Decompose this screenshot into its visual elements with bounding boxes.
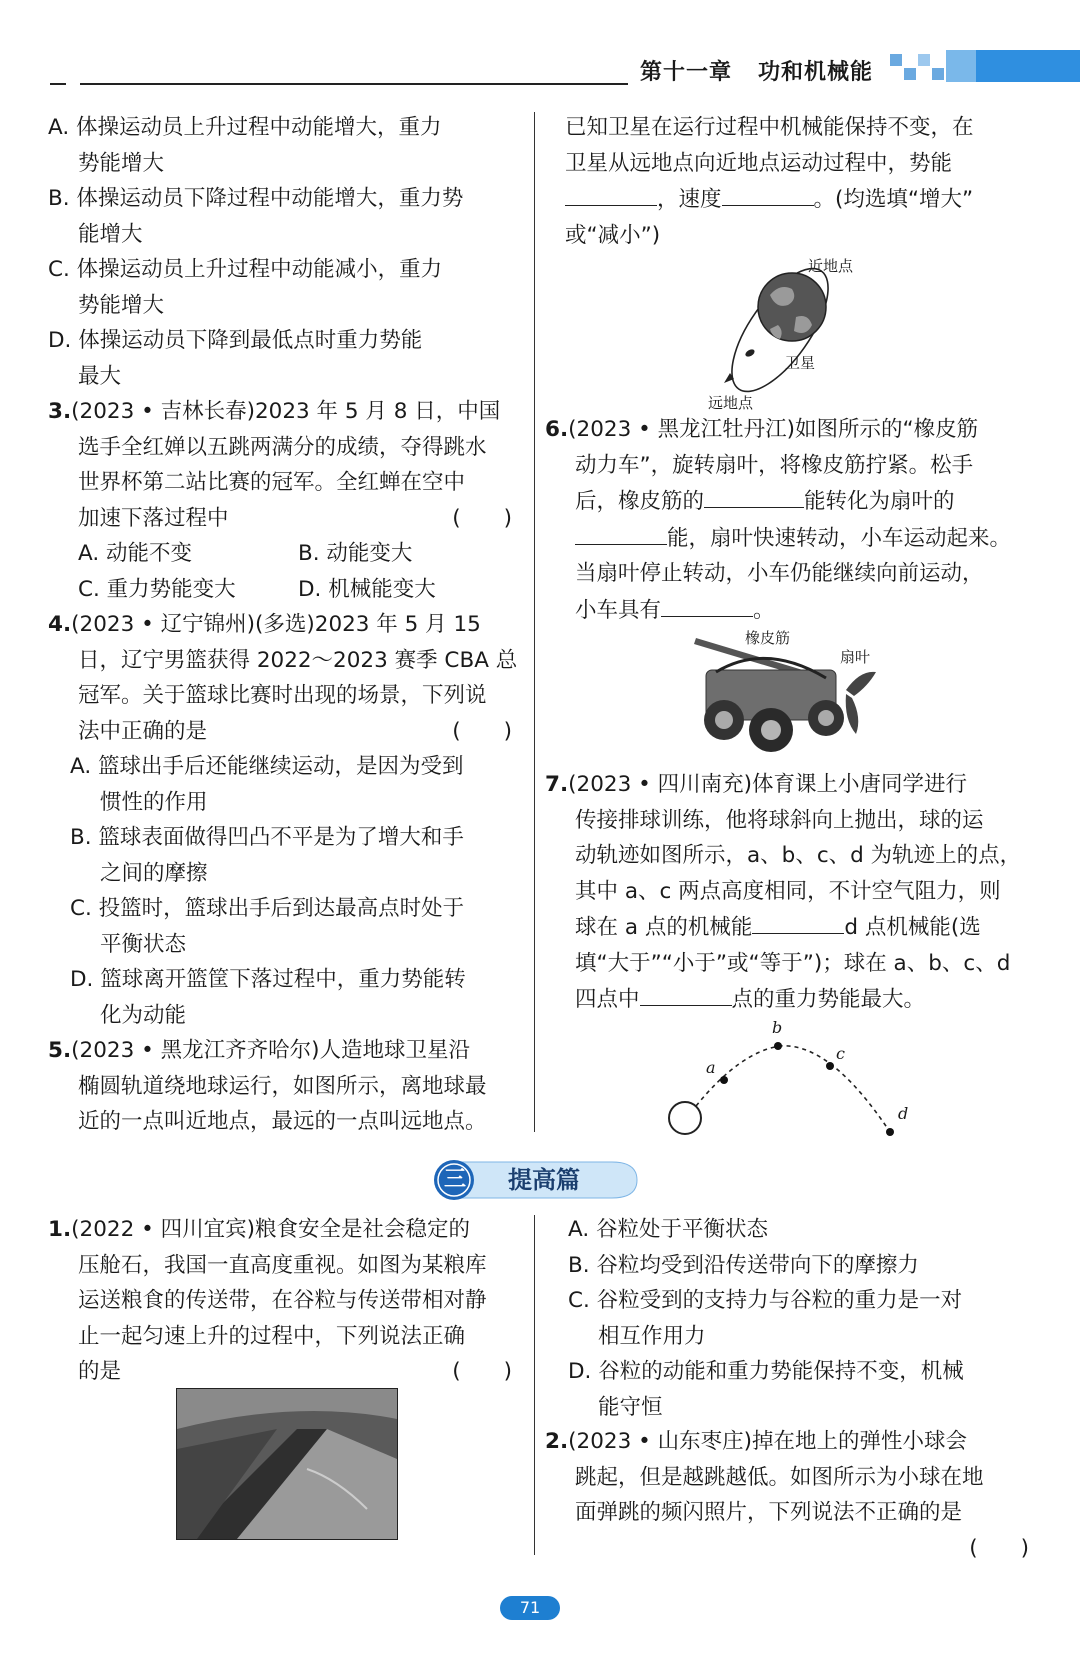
fan-icon [846, 672, 876, 734]
earth-icon [758, 273, 826, 341]
option-line: B. 体操运动员下降过程中动能增大，重力势 [48, 186, 464, 211]
option-line: 势能增大 [78, 292, 165, 318]
q3-options-row-2: C. 重力势能变大 D. 机械能变大 [78, 576, 436, 602]
answer-blank[interactable] [575, 520, 667, 545]
q5-line-2: 椭圆轨道绕地球运行，如图所示，离地球最 [78, 1073, 487, 1099]
option-line: C. 体操运动员上升过程中动能减小，重力 [48, 257, 443, 282]
q6-line-3: 后，橡皮筋的 能转化为扇叶的 [545, 483, 1035, 520]
q5-cont-line-4: 或“减小”) [565, 222, 661, 248]
chapter-title [640, 55, 873, 86]
point-d-label: d [898, 1104, 909, 1123]
section-title: 提高篇 [508, 1166, 580, 1194]
point-a-label: a [706, 1058, 716, 1077]
answer-blank[interactable] [565, 181, 657, 206]
q4-line-4: 法中正确的是 ( ) [78, 718, 512, 744]
apogee-label: 远地点 [708, 394, 754, 412]
s1-line-4: 止一起匀速上升的过程中，下列说法正确 [78, 1323, 466, 1349]
right-column [565, 110, 1035, 253]
q3-options-row-1: A. 动能不变 B. 动能变大 [78, 541, 413, 566]
q6-line-4: 能，扇叶快速转动，小车运动起来。 [545, 520, 1035, 557]
q7-line-6: 填“大于”“小于”或“等于”)；球在 a、b、c、d [575, 950, 1011, 976]
s1-options [568, 1212, 1038, 1425]
q5-line-3: 近的一点叫近地点，最远的一点叫远地点。 [78, 1109, 487, 1134]
s2-line-1: 2.(2023 • 山东枣庄)掉在地上的弹性小球会 [545, 1429, 967, 1454]
q7-line-7: 四点中 点的重力势能最大。 [545, 981, 1035, 1018]
ball-trajectory-figure [660, 1012, 920, 1142]
trajectory-curve [696, 1046, 890, 1132]
s2-paren-line: ( ) [969, 1535, 1029, 1561]
option-line: 势能增大 [78, 150, 165, 176]
q3-line-1: 3.(2023 • 吉林长春)2023 年 5 月 8 日，中国 [48, 399, 501, 424]
q4-options [48, 749, 518, 1033]
q4-option-line: 惯性的作用 [100, 789, 208, 815]
conveyor-photo [176, 1388, 398, 1540]
q7-line-5: 球在 a 点的机械能 d 点机械能(选 [545, 909, 1035, 946]
point-c-label: c [836, 1044, 845, 1063]
q3-line-3: 世界杯第二站比赛的冠军。全红蝉在空中 [78, 470, 466, 495]
q7-line-1: 7.(2023 • 四川南充)体育课上小唐同学进行 [545, 772, 967, 797]
satellite-icon [744, 348, 756, 358]
q4-option-line: A. 篮球出手后还能继续运动，是因为受到 [70, 754, 464, 779]
q7-line-4: 其中 a、c 两点高度相同，不计空气阻力，则 [575, 878, 1001, 904]
s1-line-3: 运送粮食的传送带，在谷粒与传送带相对静 [78, 1288, 487, 1313]
option-line: 最大 [78, 363, 122, 389]
answer-blank[interactable] [704, 483, 804, 508]
s1-option-line: B. 谷粒均受到沿传送带向下的摩擦力 [568, 1252, 919, 1278]
q7-block [545, 767, 1035, 1018]
q6-line-1: 6.(2023 • 黑龙江牡丹江)如图所示的“橡皮筋 [545, 417, 979, 442]
s2-line-3: 面弹跳的频闪照片，下列说法不正确的是 [575, 1500, 963, 1525]
q3-line-4: 加速下落过程中 ( ) [78, 505, 512, 531]
option-line: A. 体操运动员上升过程中动能增大，重力 [48, 115, 442, 140]
satellite-label: 卫星 [785, 354, 816, 372]
answer-blank[interactable] [640, 981, 732, 1006]
q4-option-line: 平衡状态 [100, 931, 187, 957]
q4-line-1: 4.(2023 • 辽宁锦州)(多选)2023 年 5 月 15 [48, 612, 481, 637]
q5-cont-line-3: ，速度 。(均选填“增大” [565, 181, 1035, 218]
chapter-number: 第十一章 [640, 60, 733, 85]
s1-option-line: 相互作用力 [598, 1323, 706, 1349]
s2-line-2: 跳起，但是越跳越低。如图所示为小球在地 [575, 1464, 984, 1490]
point-d [886, 1128, 894, 1136]
column-divider-bottom [534, 1215, 535, 1555]
s1-options-block [568, 1212, 1038, 1425]
s1-line-5: 的是 ( ) [78, 1359, 512, 1384]
q6-block [545, 412, 1035, 628]
answer-blank[interactable] [722, 181, 814, 206]
column-divider [534, 112, 535, 1132]
orbit-figure [700, 255, 880, 415]
q7-line-2: 传接排球训练，他将球斜向上抛出，球的运 [575, 807, 984, 833]
perigee-label: 近地点 [808, 257, 854, 275]
ball-icon [669, 1102, 701, 1134]
option-line: D. 体操运动员下降到最低点时重力势能 [48, 328, 423, 353]
left-column [48, 110, 518, 1140]
q4-option-line: C. 投篮时，篮球出手后到达最高点时处于 [70, 896, 465, 921]
fan-label: 扇叶 [840, 648, 871, 666]
q7-line-3: 动轨迹如图所示，a、b、c、d 为轨迹上的点， [575, 843, 1022, 868]
answer-blank[interactable] [661, 592, 753, 617]
q4-line-2: 日，辽宁男篮获得 2022～2023 赛季 CBA 总 [78, 647, 518, 673]
prev-question-options [48, 110, 518, 394]
q5-cont-line-2: 卫星从远地点向近地点运动过程中，势能 [565, 150, 953, 176]
q4-option-line: 化为动能 [100, 1002, 187, 1028]
point-a [720, 1076, 728, 1084]
point-b-label: b [772, 1018, 783, 1037]
point-b [774, 1042, 782, 1050]
header-rule [80, 83, 628, 85]
chapter-name: 功和机械能 [758, 60, 874, 85]
section-icon: 三 [443, 1167, 466, 1192]
q4-line-3: 冠军。关于篮球比赛时出现的场景，下列说 [78, 683, 487, 708]
q4-option-line: B. 篮球表面做得凹凸不平是为了增大和手 [70, 825, 464, 850]
q4-option-line: 之间的摩擦 [100, 860, 208, 886]
q6-line-6: 小车具有 。 [545, 592, 1035, 629]
page-number: 71 [500, 1596, 560, 1620]
q5-cont-line-1: 已知卫星在运行过程中机械能保持不变，在 [565, 115, 974, 140]
q3-line-2: 选手全红婵以五跳两满分的成绩，夺得跳水 [78, 434, 487, 460]
header-rule-short [50, 83, 66, 85]
header-decoration [890, 50, 1080, 86]
s1-option-line: D. 谷粒的动能和重力势能保持不变，机械 [568, 1359, 964, 1384]
option-line: 能增大 [78, 221, 143, 247]
s2-block [545, 1424, 1035, 1566]
s1-option-line: C. 谷粒受到的支持力与谷粒的重力是一对 [568, 1288, 963, 1313]
s1-line-2: 压舱石，我国一直高度重视。如图为某粮库 [78, 1252, 487, 1278]
answer-blank[interactable] [752, 909, 844, 934]
point-c [826, 1062, 834, 1070]
q4-option-line: D. 篮球离开篮筐下落过程中，重力势能转 [70, 967, 466, 992]
rubber-band-label: 橡皮筋 [745, 629, 791, 647]
q5-line-1: 5.(2023 • 黑龙江齐齐哈尔)人造地球卫星沿 [48, 1038, 470, 1063]
s1-line-1: 1.(2022 • 四川宜宾)粮食安全是社会稳定的 [48, 1217, 470, 1242]
q6-line-2: 动力车”，旋转扇叶，将橡皮筋拧紧。松手 [575, 452, 974, 478]
s1-option-line: 能守恒 [598, 1394, 663, 1420]
s1-block [48, 1212, 518, 1390]
q6-line-5: 当扇叶停止转动，小车仍能继续向前运动， [575, 561, 984, 586]
s1-option-line: A. 谷粒处于平衡状态 [568, 1217, 768, 1242]
